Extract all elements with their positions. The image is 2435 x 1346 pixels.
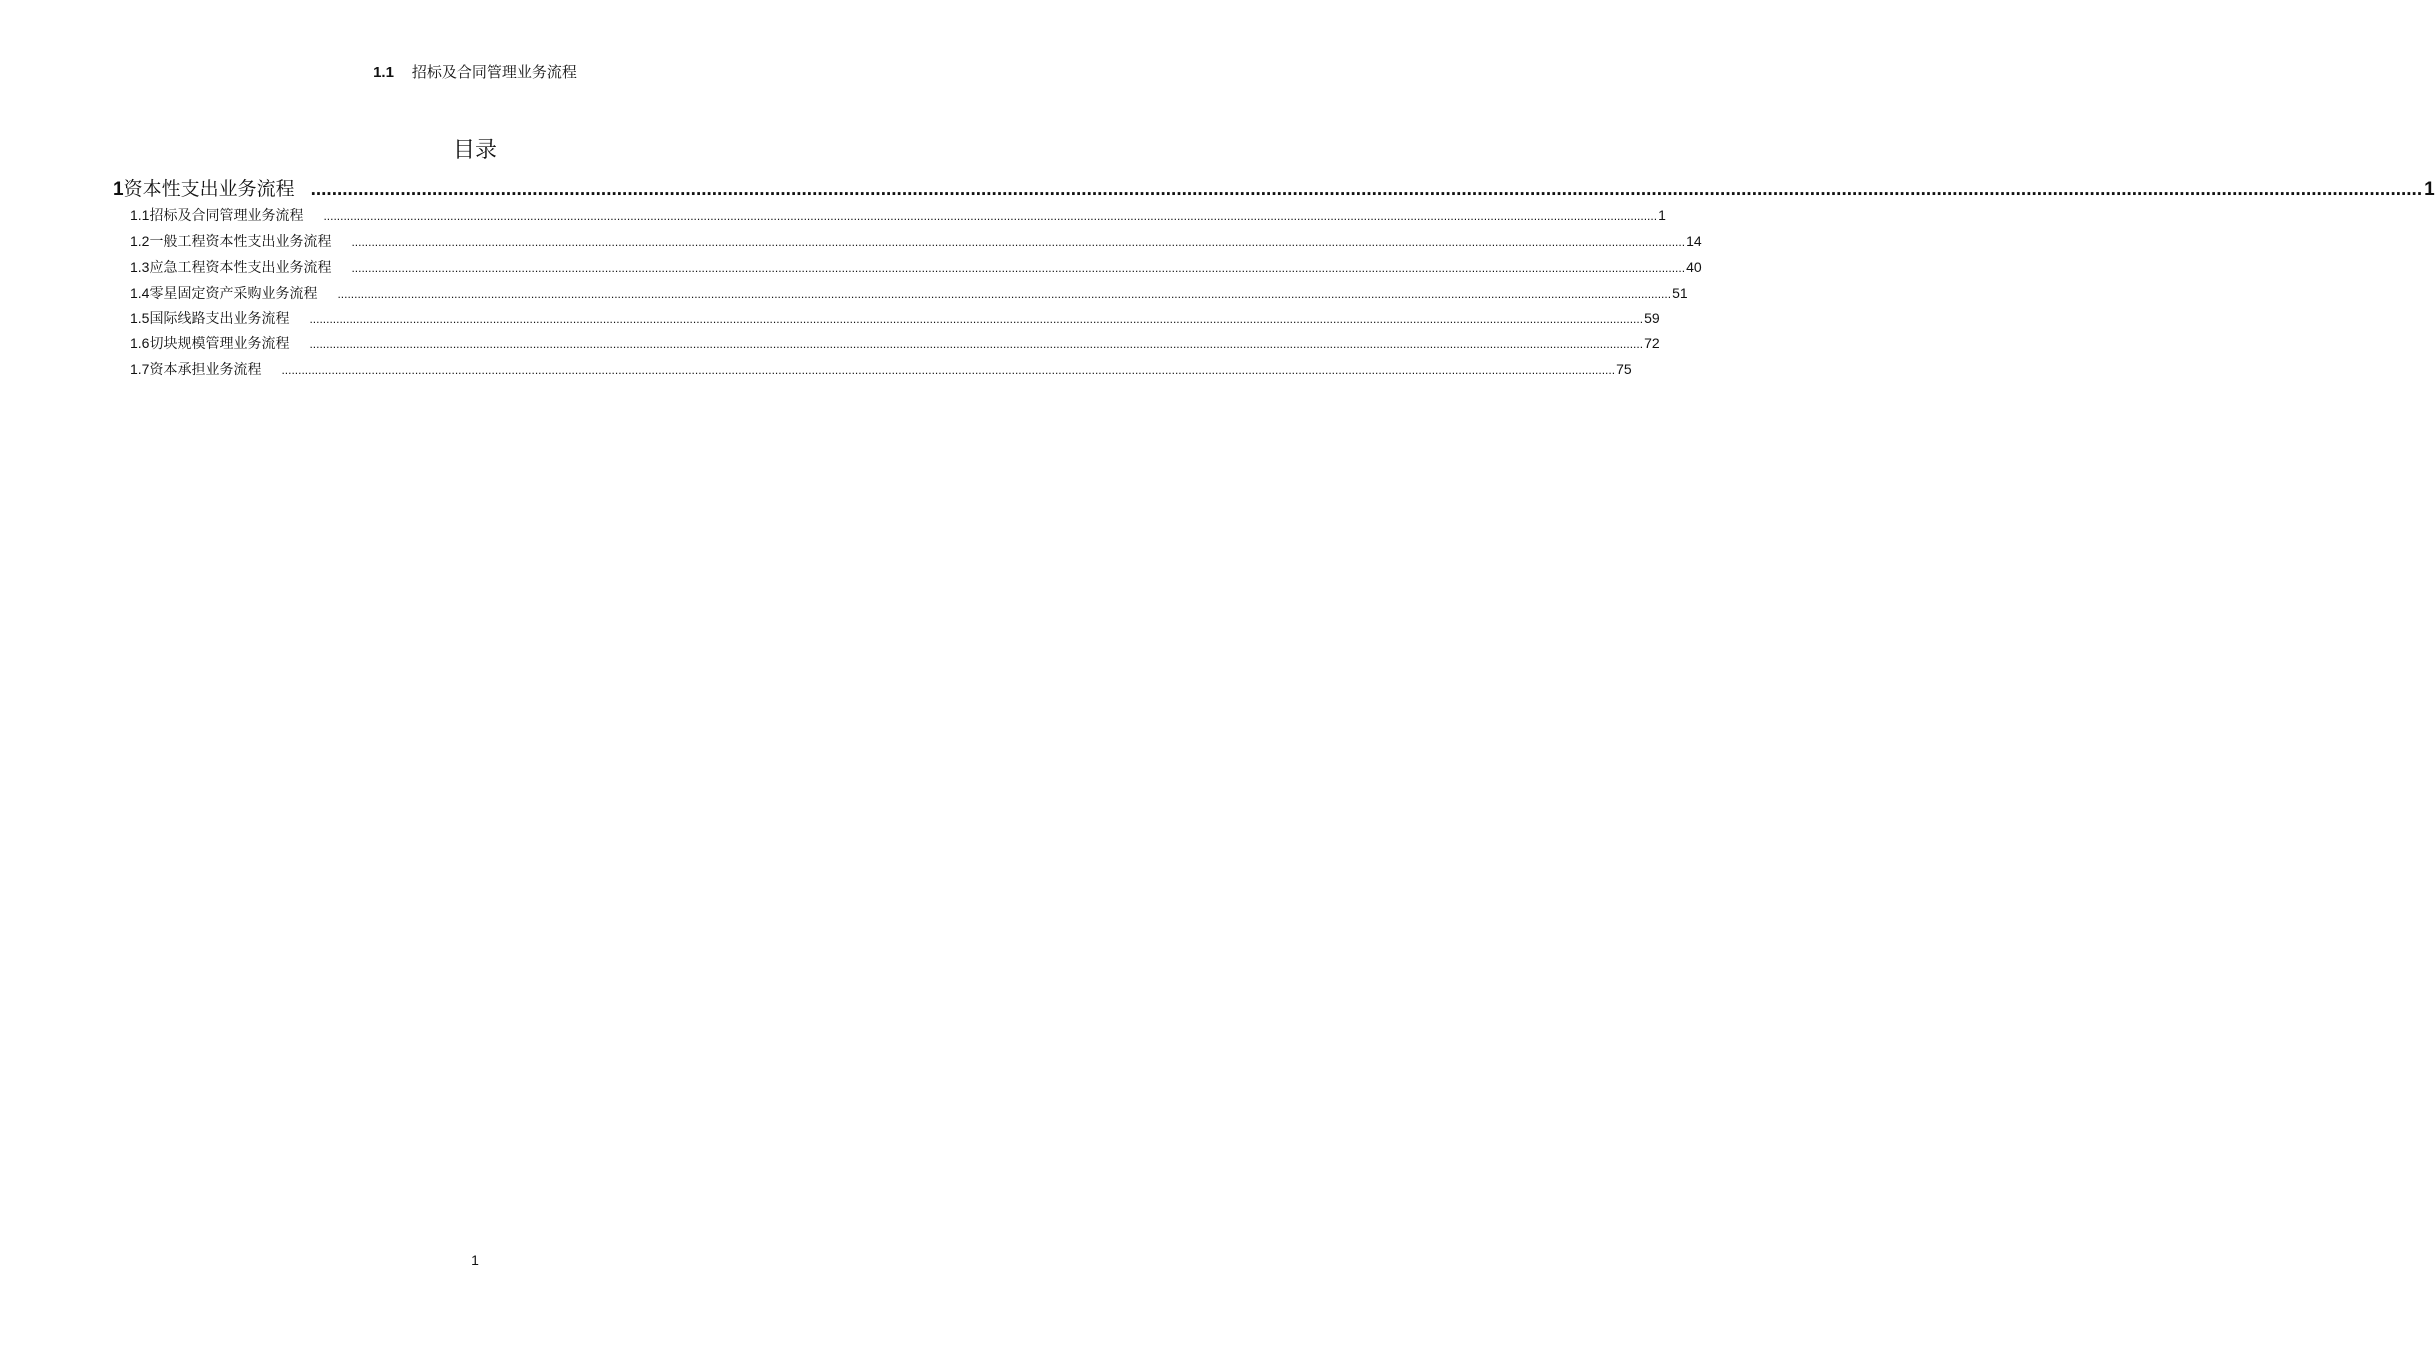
toc-entry-number: 1.7: [130, 361, 150, 377]
toc-title: 目录: [452, 138, 497, 163]
toc-entry[interactable]: [130, 231, 1702, 252]
toc-entry-number: 1.3: [130, 259, 150, 275]
header-section-title: 招标及合同管理业务流程: [411, 63, 577, 81]
toc-leader-dots: ................................................................................................................................................................................................................................................................................................................................................................................................................: [309, 337, 1644, 351]
toc-entry[interactable]: [130, 205, 1666, 226]
toc-entry-number: 1.4: [130, 285, 150, 301]
toc-entry-title: 国际线路支出业务流程: [149, 311, 290, 327]
toc-leader-dots: ................................................................................................................................................................................................................................................................................................................................................................................................................: [337, 287, 1672, 301]
toc-entry[interactable]: [130, 257, 1702, 278]
header-section-number: 1.1: [373, 64, 394, 81]
toc-entry-number: 1.1: [130, 207, 150, 223]
toc-entry-number: 1.5: [130, 310, 150, 326]
toc-entry[interactable]: [130, 359, 1632, 380]
toc-entry-page: 59: [1644, 310, 1660, 326]
toc-entry-title: 切块规模管理业务流程: [149, 336, 290, 352]
toc-entry-page: 51: [1672, 285, 1688, 301]
toc-leader-dots: ................................................................................................................................................................................................................................................................................................................................................................................................................: [310, 179, 2423, 200]
toc-leader-dots: ................................................................................................................................................................................................................................................................................................................................................................................................................: [281, 363, 1616, 377]
toc-entry-title: 应急工程资本性支出业务流程: [149, 260, 332, 276]
toc-entry-title: 零星固定资产采购业务流程: [149, 286, 318, 302]
toc-entry[interactable]: [130, 308, 1660, 329]
toc-entry-number: 1.2: [130, 233, 150, 249]
toc-entry[interactable]: [130, 283, 1688, 304]
toc-entry-page: 40: [1686, 259, 1702, 275]
toc-entry-page: 1: [2424, 179, 2435, 200]
toc-entry-title: 资本承担业务流程: [149, 362, 262, 378]
page-number: 1: [471, 1252, 479, 1268]
toc-entry-title: 招标及合同管理业务流程: [149, 208, 304, 224]
running-header: [0, 62, 950, 83]
toc-entry-title: 资本性支出业务流程: [123, 178, 295, 200]
toc-entry-page: 72: [1644, 335, 1660, 351]
toc-entry-number: 1: [113, 179, 124, 200]
toc-leader-dots: ................................................................................................................................................................................................................................................................................................................................................................................................................: [323, 209, 1658, 223]
toc-entry[interactable]: [130, 333, 1660, 354]
toc-entry-number: 1.6: [130, 335, 150, 351]
toc-entry-page: 14: [1686, 233, 1702, 249]
toc-leader-dots: ................................................................................................................................................................................................................................................................................................................................................................................................................: [351, 235, 1686, 249]
toc-entry-title: 一般工程资本性支出业务流程: [149, 234, 332, 250]
toc-leader-dots: ................................................................................................................................................................................................................................................................................................................................................................................................................: [309, 312, 1644, 326]
toc-entry-page: 75: [1616, 361, 1632, 377]
toc-main-entry[interactable]: [113, 176, 2435, 203]
toc-leader-dots: ................................................................................................................................................................................................................................................................................................................................................................................................................: [351, 261, 1686, 275]
toc-entry-page: 1: [1658, 207, 1666, 223]
